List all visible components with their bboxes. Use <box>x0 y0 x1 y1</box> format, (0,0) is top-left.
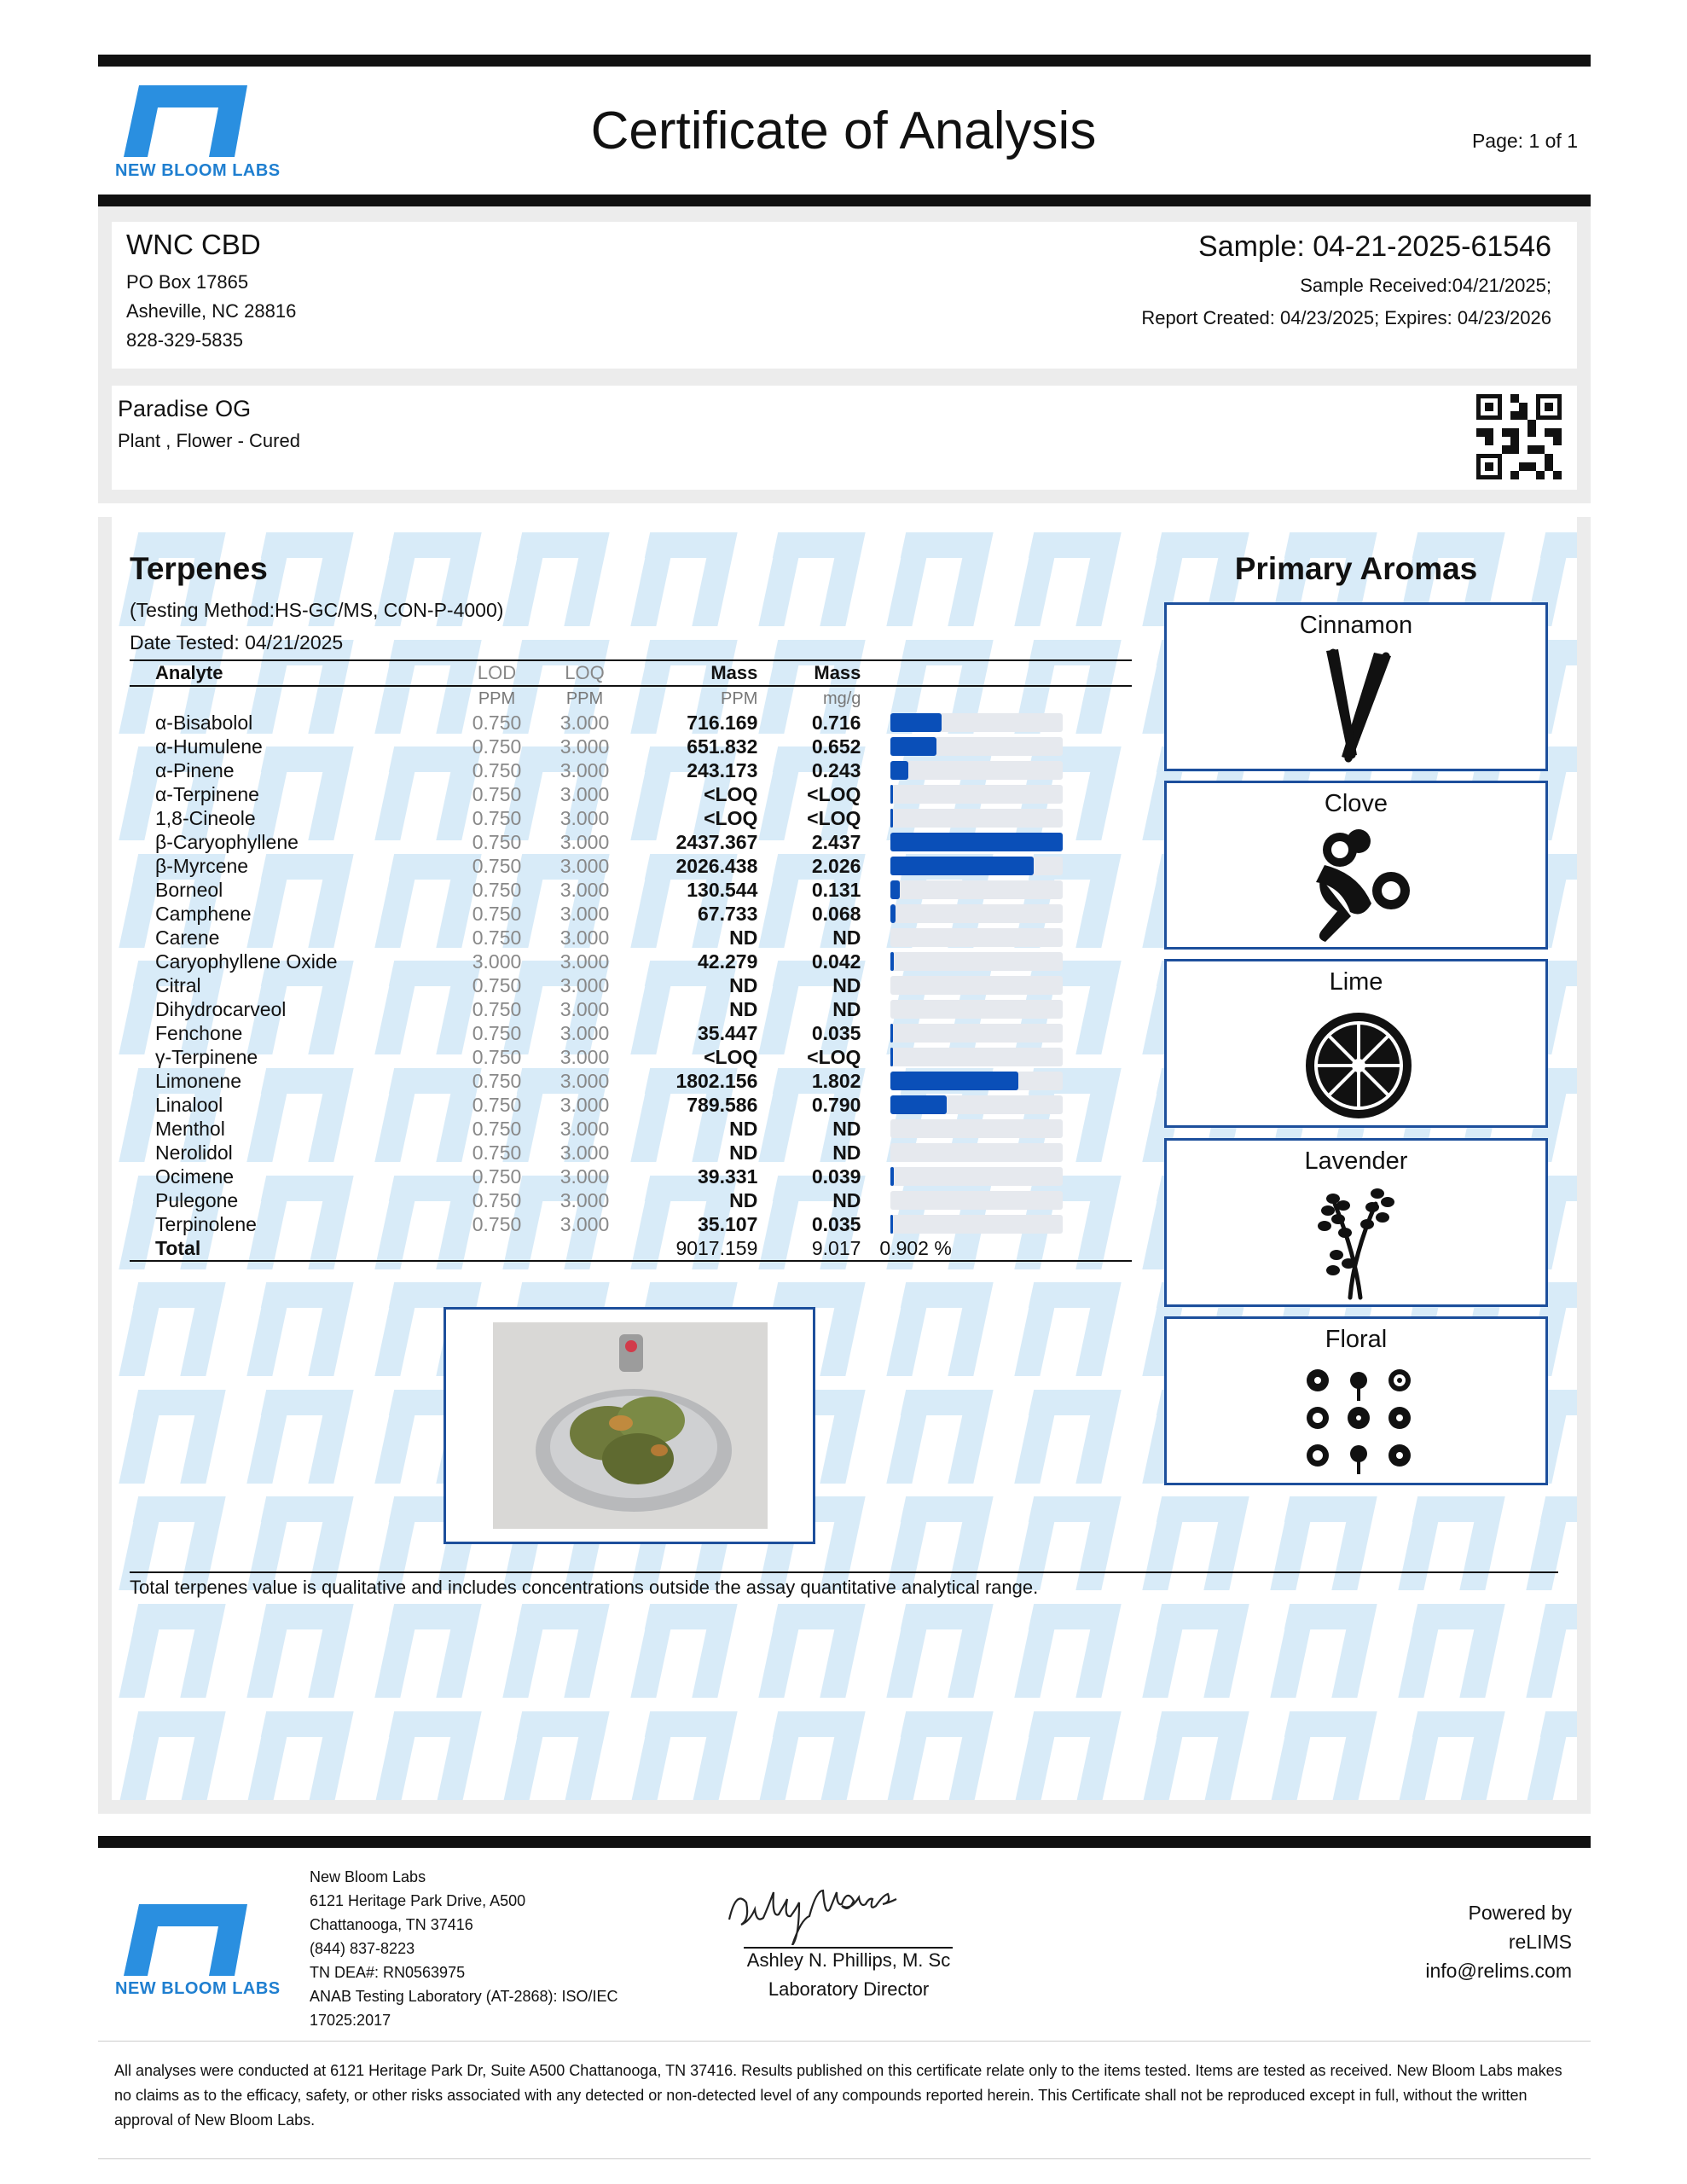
analyte-lod: 0.750 <box>472 1094 522 1116</box>
concentration-bar-fill <box>890 904 896 923</box>
footer-logo <box>115 1904 247 1980</box>
terpenes-note: Total terpenes value is qualitative and includes concentrations outside the assay quantitative analytical range. <box>130 1577 1039 1598</box>
aroma-label: Lime <box>1329 968 1383 996</box>
table-row <box>130 806 1132 830</box>
info-panel <box>98 206 1591 503</box>
sample-received: Sample Received:04/21/2025; <box>1300 275 1551 296</box>
client-address-2: Asheville, NC 28816 <box>126 300 297 322</box>
signer-name: Ashley N. Phillips, M. Sc <box>746 1949 951 1971</box>
footer-logo-icon <box>115 1904 247 1976</box>
concentration-bar <box>890 928 1063 947</box>
table-row <box>130 997 1132 1021</box>
analyte-mass-ppm: ND <box>729 974 758 996</box>
table-row <box>130 1021 1132 1045</box>
sample-id: Sample: 04-21-2025-61546 <box>1198 230 1551 263</box>
concentration-bar <box>890 1000 1063 1019</box>
analyte-name: Fenchone <box>155 1022 243 1044</box>
analyte-loq: 3.000 <box>559 1118 610 1140</box>
concentration-bar <box>890 1167 1063 1186</box>
analyte-name: β-Caryophyllene <box>155 831 299 853</box>
analyte-loq: 3.000 <box>559 807 610 829</box>
analyte-lod: 0.750 <box>472 712 522 734</box>
concentration-bar <box>890 1215 1063 1234</box>
analyte-loq: 3.000 <box>559 712 610 734</box>
table-row <box>130 1117 1132 1141</box>
analyte-loq: 3.000 <box>559 1070 610 1092</box>
total-ppm: 9017.159 <box>629 1236 757 1261</box>
analyte-lod: 0.750 <box>472 783 522 805</box>
analyte-mass-ppm: 2026.438 <box>675 855 758 877</box>
lab-dea: TN DEA#: RN0563975 <box>310 1964 466 1981</box>
concentration-bar-fill <box>890 1048 893 1066</box>
powered-by-label: Powered by <box>1468 1902 1572 1924</box>
total-percent: 0.902 % <box>861 1236 1132 1261</box>
signature-image <box>721 1877 977 1945</box>
concentration-bar-fill <box>890 737 936 756</box>
sample-photo-image <box>493 1322 768 1529</box>
analyte-loq: 3.000 <box>559 1141 610 1164</box>
analyte-lod: 0.750 <box>472 998 522 1020</box>
concentration-bar <box>890 857 1063 875</box>
concentration-bar <box>890 1072 1063 1090</box>
date-tested: Date Tested: 04/21/2025 <box>130 631 344 653</box>
header-mass-mg: Mass <box>757 660 861 686</box>
aroma-label: Floral <box>1325 1326 1388 1353</box>
table-row <box>130 902 1132 926</box>
analyte-mass-mg: 2.437 <box>811 831 861 853</box>
analyte-lod: 0.750 <box>472 1046 522 1068</box>
analyte-loq: 3.000 <box>559 950 610 973</box>
analyte-mass-mg: ND <box>832 974 861 996</box>
analyte-mass-ppm: 35.107 <box>698 1213 758 1235</box>
concentration-bar <box>890 833 1063 851</box>
analyte-loq: 3.000 <box>559 974 610 996</box>
analyte-lod: 0.750 <box>472 1213 522 1235</box>
aroma-label: Clove <box>1324 790 1388 817</box>
analyte-mass-ppm: 789.586 <box>687 1094 758 1116</box>
client-phone: 828-329-5835 <box>126 329 244 351</box>
header-loq: LOQ <box>541 660 629 686</box>
lab-street: 6121 Heritage Park Drive, A500 <box>310 1892 526 1909</box>
analyte-mass-ppm: 39.331 <box>698 1165 758 1188</box>
powered-by-name: reLIMS <box>1508 1931 1572 1953</box>
analyte-mass-mg: ND <box>832 1141 861 1164</box>
concentration-bar <box>890 904 1063 923</box>
analyte-lod: 3.000 <box>472 950 522 973</box>
analyte-name: γ-Terpinene <box>155 1046 258 1068</box>
analyte-mass-ppm: ND <box>729 1189 758 1211</box>
table-row <box>130 878 1132 902</box>
concentration-bar-fill <box>890 1167 893 1186</box>
analyte-mass-ppm: 243.173 <box>687 759 758 781</box>
lab-logo-text: NEW BLOOM LABS <box>115 161 281 180</box>
concentration-bar <box>890 976 1063 995</box>
table-row <box>130 1141 1132 1165</box>
aroma-cinnamon <box>1164 602 1548 771</box>
analyte-lod: 0.750 <box>472 926 522 949</box>
analyte-lod: 0.750 <box>472 735 522 758</box>
client-card <box>112 222 1577 369</box>
lime-icon <box>1299 1002 1418 1122</box>
unit-mass-mg: mg/g <box>822 689 861 708</box>
analyte-lod: 0.750 <box>472 1070 522 1092</box>
unit-lod: PPM <box>478 689 516 708</box>
analyte-name: α-Bisabolol <box>155 712 253 734</box>
analyte-mass-ppm: <LOQ <box>704 807 758 829</box>
analyte-mass-ppm: 67.733 <box>698 903 758 925</box>
analyte-mass-mg: 0.068 <box>811 903 861 925</box>
analyte-mass-mg: 0.243 <box>811 759 861 781</box>
concentration-bar <box>890 880 1063 899</box>
powered-by-email: info@relims.com <box>1425 1960 1572 1982</box>
concentration-bar-fill <box>890 1072 1017 1090</box>
analyte-mass-ppm: ND <box>729 926 758 949</box>
bottom-divider <box>98 2158 1591 2159</box>
analyte-mass-ppm: 651.832 <box>687 735 758 758</box>
table-row <box>130 1165 1132 1188</box>
analyte-name: α-Pinene <box>155 759 235 781</box>
analyte-name: 1,8-Cineole <box>155 807 256 829</box>
concentration-bar <box>890 713 1063 732</box>
footer-rule <box>98 1836 1591 1848</box>
analyte-mass-ppm: 2437.367 <box>675 831 758 853</box>
concentration-bar-fill <box>890 1024 893 1043</box>
header-rule <box>98 195 1591 206</box>
client-address-1: PO Box 17865 <box>126 271 249 293</box>
concentration-bar-fill <box>890 952 893 971</box>
client-name: WNC CBD <box>126 229 261 260</box>
analyte-mass-mg: 0.039 <box>811 1165 861 1188</box>
analyte-name: Linalool <box>155 1094 223 1116</box>
table-row <box>130 782 1132 806</box>
analyte-lod: 0.750 <box>472 831 522 853</box>
analyte-lod: 0.750 <box>472 1118 522 1140</box>
concentration-bar-fill <box>890 833 1063 851</box>
analyte-mass-mg: ND <box>832 998 861 1020</box>
lab-address-block <box>310 1865 618 2032</box>
analyte-mass-mg: ND <box>832 926 861 949</box>
floral-icon <box>1299 1360 1418 1479</box>
analyte-lod: 0.750 <box>472 903 522 925</box>
lab-name: New Bloom Labs <box>310 1868 426 1885</box>
analyte-name: α-Terpinene <box>155 783 259 805</box>
total-mg: 9.017 <box>757 1236 861 1261</box>
sample-photo <box>493 1322 768 1529</box>
concentration-bar <box>890 1119 1063 1138</box>
analyte-mass-mg: 0.035 <box>811 1213 861 1235</box>
analyte-loq: 3.000 <box>559 1165 610 1188</box>
analyte-name: α-Humulene <box>155 735 263 758</box>
analyte-mass-mg: ND <box>832 1189 861 1211</box>
analyte-loq: 3.000 <box>559 926 610 949</box>
header-lod: LOD <box>453 660 541 686</box>
analyte-lod: 0.750 <box>472 759 522 781</box>
analyte-mass-mg: 2.026 <box>811 855 861 877</box>
analyte-name: Carene <box>155 926 220 949</box>
terpenes-title: Terpenes <box>130 551 268 586</box>
analyte-loq: 3.000 <box>559 855 610 877</box>
analyte-name: Nerolidol <box>155 1141 233 1164</box>
clove-icon <box>1299 824 1418 944</box>
report-dates: Report Created: 04/23/2025; Expires: 04/23/2026 <box>1141 307 1551 328</box>
signer-role: Laboratory Director <box>768 1978 930 2000</box>
analyte-loq: 3.000 <box>559 783 610 805</box>
analyte-loq: 3.000 <box>559 1094 610 1116</box>
concentration-bar <box>890 1143 1063 1162</box>
analyte-mass-ppm: ND <box>729 1141 758 1164</box>
table-row <box>130 735 1132 758</box>
analyte-mass-ppm: 1802.156 <box>675 1070 758 1092</box>
disclaimer-divider <box>98 2041 1591 2042</box>
concentration-bar <box>890 785 1063 804</box>
analyte-mass-ppm: ND <box>729 998 758 1020</box>
page-number: Page: 1 of 1 <box>1471 130 1578 152</box>
analyte-mass-ppm: ND <box>729 1118 758 1140</box>
product-name: Paradise OG <box>118 396 252 421</box>
cinnamon-icon <box>1299 646 1418 765</box>
analyte-mass-mg: ND <box>832 1118 861 1140</box>
analyte-mass-mg: <LOQ <box>807 807 861 829</box>
concentration-bar <box>890 952 1063 971</box>
analyte-lod: 0.750 <box>472 974 522 996</box>
units-row <box>130 686 1132 711</box>
product-card <box>112 386 1577 490</box>
table-row <box>130 950 1132 973</box>
analyte-name: Terpinolene <box>155 1213 257 1235</box>
table-row <box>130 973 1132 997</box>
total-row <box>130 1236 1132 1261</box>
analyte-loq: 3.000 <box>559 735 610 758</box>
table-row <box>130 926 1132 950</box>
qr-code-icon <box>1476 394 1562 479</box>
analyte-mass-ppm: <LOQ <box>704 783 758 805</box>
analyte-mass-mg: 0.790 <box>811 1094 861 1116</box>
powered-by-block <box>1425 1898 1572 1985</box>
top-rule <box>98 55 1591 67</box>
analyte-name: Camphene <box>155 903 252 925</box>
analyte-name: β-Myrcene <box>155 855 249 877</box>
analyte-mass-ppm: 130.544 <box>687 879 758 901</box>
aroma-lime <box>1164 959 1548 1128</box>
aroma-label: Lavender <box>1304 1147 1408 1175</box>
aroma-lavender <box>1164 1138 1548 1307</box>
aromas-title: Primary Aromas <box>1234 551 1478 586</box>
testing-method: (Testing Method:HS-GC/MS, CON-P-4000) <box>130 599 504 621</box>
analyte-name: Citral <box>155 974 201 996</box>
analyte-name: Menthol <box>155 1118 225 1140</box>
header-bar <box>861 660 1132 686</box>
analyte-mass-mg: 0.035 <box>811 1022 861 1044</box>
unit-mass-ppm: PPM <box>721 689 758 708</box>
aroma-floral <box>1164 1316 1548 1485</box>
lavender-icon <box>1299 1182 1418 1301</box>
page-title: Certificate of Analysis <box>590 102 1097 160</box>
analyte-lod: 0.750 <box>472 1022 522 1044</box>
table-header-row <box>130 660 1132 686</box>
concentration-bar-fill <box>890 880 900 899</box>
analyte-name: Borneol <box>155 879 223 901</box>
analyte-loq: 3.000 <box>559 1189 610 1211</box>
analyte-loq: 3.000 <box>559 998 610 1020</box>
analyte-lod: 0.750 <box>472 879 522 901</box>
analyte-mass-mg: <LOQ <box>807 783 861 805</box>
analyte-loq: 3.000 <box>559 1022 610 1044</box>
analyte-name: Ocimene <box>155 1165 235 1188</box>
concentration-bar <box>890 1048 1063 1066</box>
analyte-name: Pulegone <box>155 1189 239 1211</box>
analyte-loq: 3.000 <box>559 1046 610 1068</box>
analyte-mass-mg: 1.802 <box>811 1070 861 1092</box>
analyte-mass-ppm: 42.279 <box>698 950 758 973</box>
analyte-lod: 0.750 <box>472 807 522 829</box>
analyte-mass-ppm: <LOQ <box>704 1046 758 1068</box>
analyte-mass-ppm: 35.447 <box>698 1022 758 1044</box>
table-row <box>130 711 1132 735</box>
analyte-name: Caryophyllene Oxide <box>155 950 338 973</box>
concentration-bar-fill <box>890 1215 893 1234</box>
table-row <box>130 1045 1132 1069</box>
concentration-bar <box>890 761 1063 780</box>
analyte-lod: 0.750 <box>472 1165 522 1188</box>
lab-anab: ANAB Testing Laboratory (AT-2868): ISO/IEC <box>310 1988 618 2005</box>
analyte-loq: 3.000 <box>559 1213 610 1235</box>
aroma-label: Cinnamon <box>1299 612 1413 639</box>
unit-loq: PPM <box>565 689 604 708</box>
signature-line <box>744 1947 953 1949</box>
note-divider <box>130 1571 1558 1573</box>
analyte-mass-mg: 0.652 <box>811 735 861 758</box>
concentration-bar <box>890 1191 1063 1210</box>
table-row <box>130 1093 1132 1117</box>
header-mass-ppm: Mass <box>629 660 757 686</box>
footer-logo-text: NEW BLOOM LABS <box>115 1979 281 1998</box>
analyte-name: Dihydrocarveol <box>155 998 287 1020</box>
lab-phone: (844) 837-8223 <box>310 1940 415 1957</box>
analyte-mass-ppm: 716.169 <box>687 712 758 734</box>
table-row <box>130 830 1132 854</box>
concentration-bar-fill <box>890 809 893 828</box>
table-row <box>130 1069 1132 1093</box>
concentration-bar <box>890 809 1063 828</box>
analyte-lod: 0.750 <box>472 1189 522 1211</box>
analyte-mass-mg: 0.716 <box>811 712 861 734</box>
table-row <box>130 1212 1132 1236</box>
product-type: Plant , Flower - Cured <box>118 430 300 451</box>
table-row <box>130 1188 1132 1212</box>
lab-anab-standard: 17025:2017 <box>310 2012 391 2029</box>
table-row <box>130 854 1132 878</box>
analyte-lod: 0.750 <box>472 855 522 877</box>
analyte-loq: 3.000 <box>559 759 610 781</box>
aroma-clove <box>1164 781 1548 950</box>
analyte-lod: 0.750 <box>472 1141 522 1164</box>
concentration-bar-fill <box>890 785 893 804</box>
analyte-loq: 3.000 <box>559 831 610 853</box>
concentration-bar-fill <box>890 857 1034 875</box>
lab-city: Chattanooga, TN 37416 <box>310 1916 473 1933</box>
concentration-bar <box>890 737 1063 756</box>
analyte-mass-mg: 0.131 <box>811 879 861 901</box>
header-analyte: Analyte <box>130 660 453 686</box>
concentration-bar <box>890 1024 1063 1043</box>
analyte-mass-mg: <LOQ <box>807 1046 861 1068</box>
total-label: Total <box>130 1236 453 1261</box>
concentration-bar-fill <box>890 761 907 780</box>
table-row <box>130 758 1132 782</box>
sample-photo-frame <box>443 1307 815 1544</box>
analyte-name: Limonene <box>155 1070 242 1092</box>
analyte-mass-mg: 0.042 <box>811 950 861 973</box>
disclaimer-text: All analyses were conducted at 6121 Heritage Park Dr, Suite A500 Chattanooga, TN 37416. Results published on this certificate relate only to the items tested. Items are tested as received. New Bloom Labs makes no claims as to the efficacy, safety, or other risks associated with any detected or non-detected level of any compounds reported herein. This Certificate shall not be reproduced except in full, without the written approval of New Bloom Labs. <box>114 2062 1562 2129</box>
concentration-bar <box>890 1095 1063 1114</box>
concentration-bar-fill <box>890 1095 946 1114</box>
analyte-loq: 3.000 <box>559 879 610 901</box>
analyte-loq: 3.000 <box>559 903 610 925</box>
concentration-bar-fill <box>890 713 941 732</box>
terpenes-table <box>130 659 1132 1262</box>
